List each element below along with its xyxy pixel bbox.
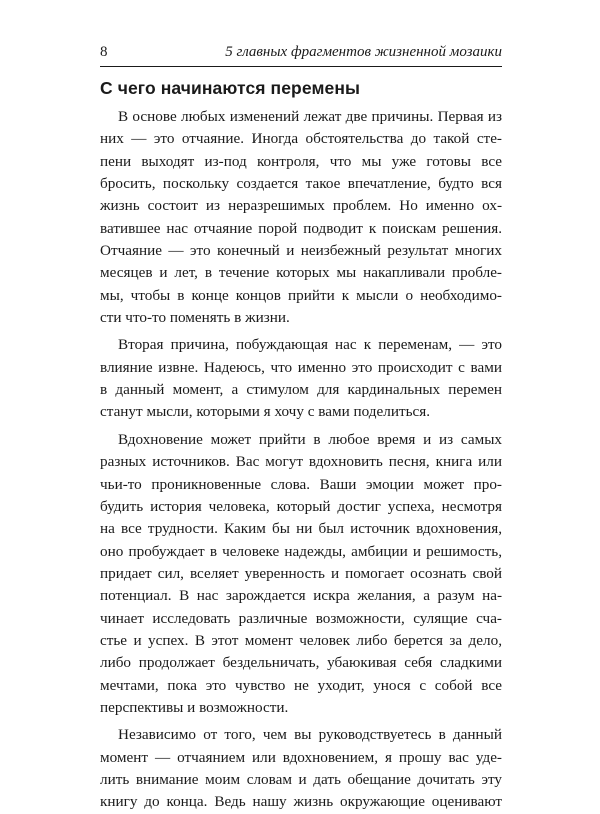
paragraph [100,334,502,423]
text-line: влияние извне. Надеюсь, что именно это происходит с вами [100,358,502,376]
text-line: потенциал. В нас зарождается искра желания, а разум на- [100,587,502,605]
text-line: мы, чтобы в конце концов прийти к мысли о необходимо- [100,286,502,304]
paragraph [100,106,502,329]
text-line: них — это отчаяние. Иногда обстоятельства до такой сте- [100,130,502,148]
text-line: месяцев и лет, в течение которых мы накапливали пробле- [100,264,502,282]
paragraph [100,724,502,813]
text-line: Отчаяние — это конечный и неизбежный результат многих [100,242,502,260]
text-line: жизнь состоит из неразрешимых проблем. Но именно ох- [100,197,502,215]
text-line: стье и успех. В этот момент человек либо берется за дело, [100,631,502,649]
text-line: будить история человека, который достиг успеха, несмотря [100,497,502,515]
text-line: оно пробуждает в человеке надежды, амбиции и решимость, [100,542,502,560]
text-line: либо продолжает бездельничать, убаюкивая себя сладкими [100,654,502,672]
text-line: Независимо от того, чем вы руководствуетесь в данный [118,726,502,744]
text-line: книгу до конца. Ведь нашу жизнь окружающие оценивают [100,793,502,811]
text-line: перспективы и возможности. [100,698,289,716]
text-line: пени выходят из-под контроля, что мы уже готовы все [100,152,502,170]
text-line: момент — отчаянием или вдохновением, я прошу вас уде- [100,748,502,766]
text-line: на все трудности. Каким бы ни был источник вдохновения, [100,520,502,538]
text-line: сти что-то поменять в жизни. [100,309,290,327]
page-number: 8 [100,44,108,60]
text-line: придает сил, вселяет уверенность и помогает осознать свой [100,564,502,582]
running-title: 5 главных фрагментов жизненной мозаики [225,44,502,60]
text-line: В основе любых изменений лежат две причины. Первая из [118,108,502,125]
paragraph [100,429,502,719]
text-line: Вторая причина, побуждающая нас к переменам, — это [118,336,502,354]
text-line: разных источников. Вас могут вдохновить песня, книга или [100,453,502,471]
book-page [100,40,502,814]
text-line: Вдохновение может прийти в любое время и из самых [118,430,502,448]
body-text [100,106,502,814]
text-line: лить внимание моим словам и дать обещание дочитать эту [100,770,502,788]
text-line: станут мысли, которыми я хочу с вами поделиться. [100,403,431,421]
running-head [100,40,502,64]
text-line: чьи-то проникновенные слова. Ваши эмоции может про- [100,475,502,493]
text-line: ватившее нас отчаяние порой подводит к поискам решения. [100,219,502,237]
text-line: мечтами, пока это чувство не уходит, унося с собой все [100,676,502,694]
text-line: чинает исследовать различные возможности, сулящие сча- [100,609,502,627]
text-line: бросить, поскольку создается такое впечатление, будто вся [100,175,502,193]
text-line: в данный момент, а стимулом для кардинальных перемен [100,381,502,399]
header-rule [100,66,502,67]
section-title: С чего начинаются перемены [100,78,361,98]
